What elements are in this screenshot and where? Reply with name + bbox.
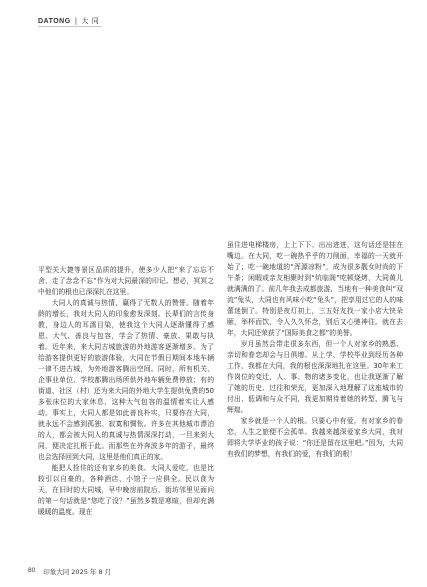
running-header [38, 16, 99, 26]
header-divider [38, 26, 102, 27]
header-brand: DATONG [38, 17, 71, 25]
paragraph: 家乡就是一个人的根。只要心中有爱，有对家乡的眷恋，人生之旅便不会孤单。我越来越深爱家乡大同，我对即将大学毕业的孩子说：“你还是留在这里吧。”因为，大同有我们的梦想，有我们的爱，有我们的根！ [227, 417, 403, 458]
paragraph: 岁月虽然会带走很多东西，但一个人对家乡的熟悉、亲切和眷恋却会与日俱增。从上学、学校毕业到经历各种工作，我都在大同，我的根也深深地扎在这里。30年来工作岗位的变迁，人、事、物的诸多变化，也让我逐渐了解了她的历史、过往和荣光，更加深入地理解了这座城市的付出、低调和与众不同，我更加期待着她的转型、腾飞与辉煌。 [227, 340, 403, 414]
header-separator: | [74, 17, 78, 25]
right-column [227, 240, 403, 460]
paragraph: 平型关大捷等景区品质的提升，使多少人把“来了忘忘不舍、走了念念不忘”作为对大同最深的印记。想必，冥冥之中他们的根也已深深扎在这里。 [38, 266, 214, 296]
left-column [38, 265, 214, 518]
paragraph: 大同人的真诚与热情，赢得了无数人的赞誉。随着年龄的增长，我对大同人的印象愈发深刻。长辈们的言传身教，身边人的耳濡目染，使我这个大同人逐渐懂得了感恩、大气、善良与包容，学会了热情、豪放、果敢与执着。近年来，来大同古城旅游的外地游客逐渐增多。为了给游客提供更好的旅游体验，大同在节假日期间本地车辆一律不进古城，为外地游客腾出空间。同时，所有机关、企事业单位、学校都腾出场所供外地车辆免费停放；有的街道、社区（村）还为来大同的外地大学生提供免费的50多张床位的大家休息，这种大气包容的温情着实让人感动。事实上，大同人都是如此善良朴实，只要你在大同，就永远不会感到孤独、寂寞和惆怅。许多在其他城市漂泊的人，都会被大同人的真诚与热情深深打动，一旦来到大同，便决定扎根于此。而那些在外奔波多年的游子，最终也会选择回到大同，这里是他们真正的家。 [38, 299, 214, 461]
header-section: 大 同 [81, 17, 100, 25]
page-footer [28, 567, 111, 576]
page-number: 80 [28, 567, 36, 574]
paragraph: 能把人拴住的还有家乡的美食。大同人爱吃，也是比较引以自豪的，各种酒店、小馆子一应俱全。民以食为天，在旧时的大同城，早中晚房前院后、街坊邻里见面问的第一句话就是“您吃了没？”虽然多数是寒暄，但却充满暖暖的温度。现在 [38, 464, 214, 516]
paragraph: 虽住进电梯楼房，上上下下、出出进进，这句话还是挂在嘴边。在大同，吃一碗热乎乎的刀削面，幸福的一天就开始了；吃一碗地道的“浑源凉粉”，成为很多靓女时尚的下午茶；闲暇或亲友相聚时到“炕临阁”吃顿烧烤，大同黄儿就满满的了。前几年我去成都旅游，当地有一种美食叫“双流”兔头，大同也有风味小吃“兔头”，把享用过它的人的味蕾迷倒了。特别是夜灯初上，三五好友找一家小店大快朵颐，举杯而饮，令人久久怀念，别后又心驰神往。就在去年，大同还荣获了“国际美食之都”的美誉。 [227, 241, 403, 337]
publication-info: 印象大同 2025 年 8 月 [43, 568, 112, 576]
